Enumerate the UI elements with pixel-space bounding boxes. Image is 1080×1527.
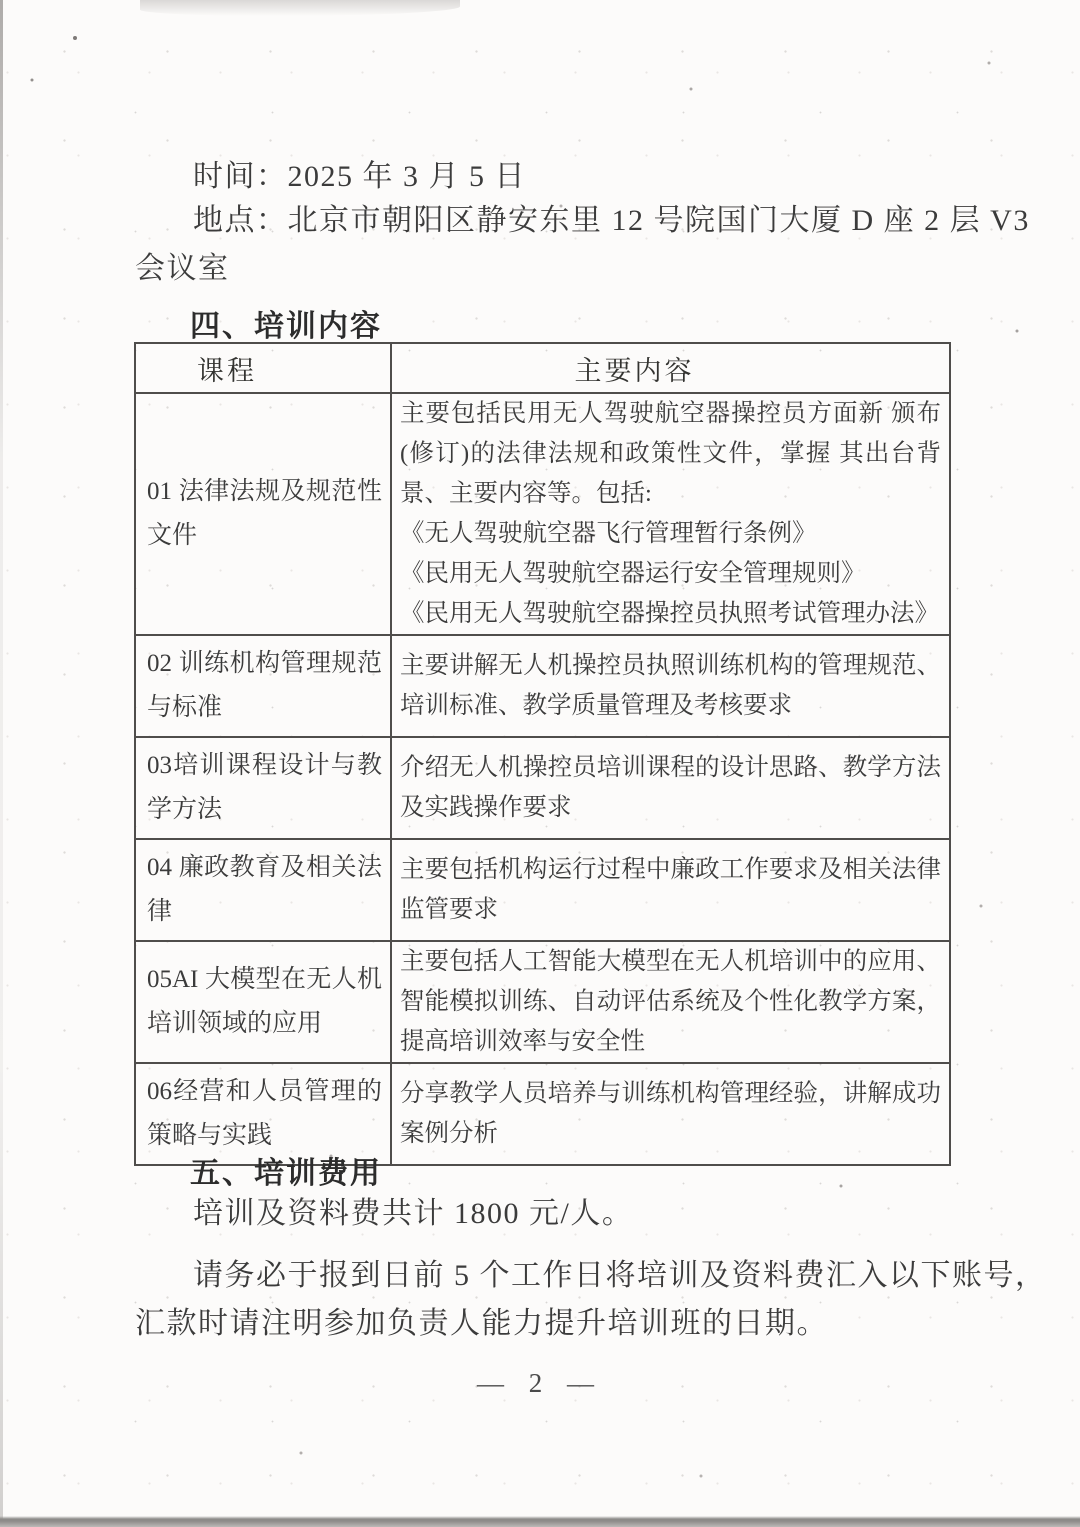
table-row — [135, 393, 950, 635]
table-row — [135, 737, 950, 839]
course-cell: 05AI 大模型在无人机培训领域的应用 — [135, 941, 391, 1063]
table-row — [135, 941, 950, 1063]
time-line: 时间：2025 年 3 月 5 日 — [193, 160, 526, 193]
scan-top-shadow — [140, 0, 460, 16]
scan-noise-speckles — [0, 0, 2, 2]
table-header-row — [135, 343, 950, 393]
fee-line: 培训及资料费共计 1800 元/人。 — [193, 1197, 634, 1230]
page-number: — 2 — — [477, 1368, 603, 1398]
content-cell — [391, 393, 950, 635]
content-cell — [391, 1063, 950, 1165]
content-line: 《民用无人驾驶航空器操控员执照考试管理办法》 — [400, 600, 939, 627]
scan-left-edge — [0, 0, 3, 1527]
content-column-header: 主要内容 — [391, 343, 950, 393]
content-cell — [391, 839, 950, 941]
section-5-heading: 五、培训费用 — [190, 1157, 382, 1190]
content-line: 《民用无人驾驶航空器运行安全管理规则》 — [400, 560, 866, 587]
content-line: 分享教学人员培养与训练机构管理经验，讲解成功案例分析 — [400, 1080, 941, 1147]
content-line: 主要包括机构运行过程中廉政工作要求及相关法律监管要求 — [400, 856, 941, 923]
course-cell: 04 廉政教育及相关法律 — [135, 839, 391, 941]
content-cell — [391, 635, 950, 737]
scan-bottom-edge — [0, 1516, 1080, 1527]
content-cell — [391, 737, 950, 839]
table-row — [135, 839, 950, 941]
remit-line-2: 汇款时请注明参加负责人能力提升培训班的日期。 — [135, 1307, 828, 1340]
training-content-table — [134, 342, 951, 1166]
remit-line-1: 请务必于报到日前 5 个工作日将培训及资料费汇入以下账号， — [193, 1259, 1047, 1292]
content-line: 介绍无人机操控员培训课程的设计思路、教学方法及实践操作要求 — [400, 754, 941, 821]
content-line: 主要包括人工智能大模型在无人机培训中的应用、智能模拟训练、自动评估系统及个性化教学方案，提高培训效率与安全性 — [400, 948, 941, 1055]
content-line: 主要包括民用无人驾驶航空器操控员方面新 颁布(修订)的法律法规和政策性文件，掌握 其出台背景、主要内容等。包括: — [400, 400, 941, 507]
content-cell — [391, 941, 950, 1063]
table-row — [135, 635, 950, 737]
course-cell: 02 训练机构管理规范与标准 — [135, 635, 391, 737]
section-4-heading: 四、培训内容 — [190, 310, 382, 343]
location-line-2: 会议室 — [135, 252, 230, 285]
course-cell: 03培训课程设计与教学方法 — [135, 737, 391, 839]
course-column-header: 课程 — [135, 343, 391, 393]
content-line: 《无人驾驶航空器飞行管理暂行条例》 — [400, 520, 817, 547]
location-line-1: 地点：北京市朝阳区静安东里 12 号院国门大厦 D 座 2 层 V3 — [193, 204, 1030, 237]
course-cell: 06经营和人员管理的策略与实践 — [135, 1063, 391, 1165]
content-line: 主要讲解无人机操控员执照训练机构的管理规范、培训标准、教学质量管理及考核要求 — [400, 652, 941, 719]
course-cell: 01 法律法规及规范性文件 — [135, 393, 391, 635]
